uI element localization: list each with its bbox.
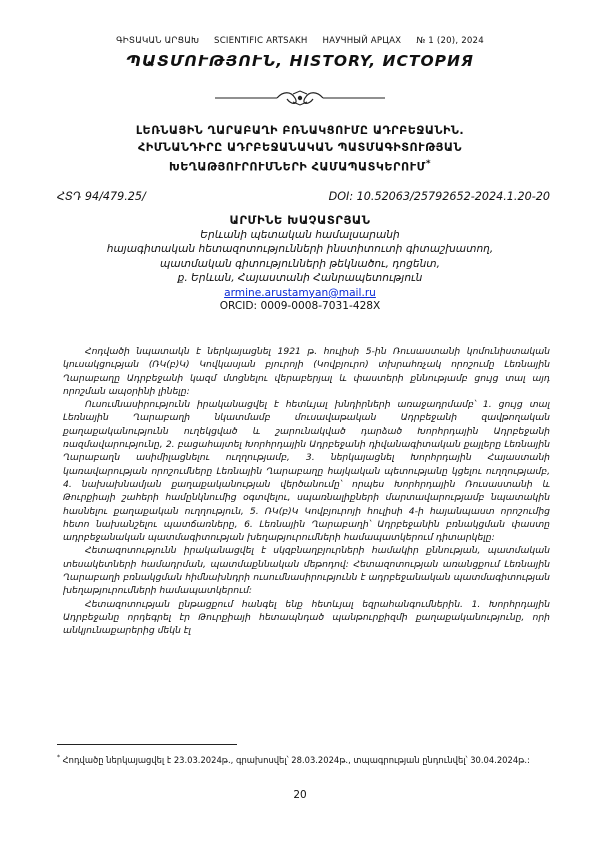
journal-name-russian: НАУЧНЫЙ АРЦАХ (322, 36, 402, 46)
section-heading: ՊԱՏՄՈՒԹՅՈՒՆ, HISTORY, ИСТОРИЯ (126, 52, 474, 70)
footnote-text: Հոդվածը ներկայացվել է 23.03.2024թ., գրախոսվել՝ 28.03.2024թ., տպագրության ընդունվել՝ 30.04.2024թ.: (62, 754, 530, 765)
footnote-separator (57, 744, 237, 745)
abstract (63, 345, 550, 638)
abstract-paragraph-tasks: Ուսումնասիրությունն իրականացվել է հետևյալ խնդիրների առաջադրմամբ՝ 1. ցույց տալ Լեռնային Ղարաբաղի նկատմամբ մուսավաթական Ադրբեջանի զավթողական քաղաքականությունն ուղեկցված և շարունակված դարձած Խորհրդային Ադրբեջանի ռազմավարությունը, 2. բացահայտել Խորհրդային Ադրբեջանի դիվանագիտական քայլերը Լեռնային Ղարաբաղն ասիմիլացնելու ուղղությամբ, 3. ներկայացնել Խորհրդային Հայաստանի կառավարության որոշումները Լեռնային Ղարաբաղը հայկական պետությանը կցելու ուղղությամբ, 4. նախախնամյան քաղաքականության վերծանումը՝ որպես Խորհրդային Ռուսաստանի և Թուրքիայի շահերի համընկնումից օգտվելու, սպառնալիքների մարտավարությամբ նպատակին հասնելու քաղաքական ուղղություն, 5. ՌԿ(բ)Կ Կովբյուրոյի հուլիսի 4-ի հայանպաստ որոշումից հետո նախանշելու պատճառները, 6. Լեռնային Ղարաբաղի՝ Ադրբեջանին բռնակցման փաստը ադրբեջանական պատմագիտության խեղաթյուրումների համապատկերում դիտարկելը: (63, 399, 550, 544)
author-orcid: ORCID: 0009-0008-7031-428X (219, 300, 381, 313)
doi-identifier: DOI: 10.52063/25792652-2024.1.20-20 (328, 190, 550, 203)
abstract-paragraph-conclusions: Հետազոտության ընթացքում հանգել ենք հետևյալ եզրահանգումներին. 1. Խորհրդային Ադրբեջանը որդեգրել էր Թուրքիայի հետապնդած պանթուրքիզմի քաղաքականությունը, որի անկյունաքարերից մեկն էլ (63, 598, 550, 637)
title-line-1: ԼԵՌՆԱՅԻՆ ՂԱՐԱԲԱՂԻ ԲՌՆԱԿՑՈՒՄԸ ԱԴՐԲԵՋԱՆԻՆ. (135, 124, 465, 137)
footnote-mark: * (57, 754, 60, 761)
running-header (0, 36, 600, 46)
author-block (0, 213, 600, 313)
decorative-divider-ornament (215, 90, 385, 106)
udc-code: ՀՏԴ 94/479.25/ (57, 190, 146, 203)
journal-name-armenian: ԳԻՏԱԿԱՆ ԱՐՑԱԽ (116, 36, 200, 46)
page-number: 20 (293, 789, 307, 801)
author-affiliation-line-3: պատմական գիտությունների թեկնածու, դոցենտ, (160, 257, 440, 270)
author-affiliation-line-2: հայագիտական հետազոտությունների ինստիտուտի գիտաշխատող, (106, 243, 494, 256)
author-affiliation-line-1: Երևանի պետական համալսարանի (200, 229, 400, 241)
title-footnote-mark: * (425, 159, 432, 169)
author-name: ԱՐՄԻՆԵ ԽԱՉԱՏՐՅԱՆ (229, 213, 371, 227)
title-line-2: ՀԻՄՆԱՆԴԻՐԸ ԱԴՐԲԵՋԱՆԱԿԱՆ ՊԱՏՄԱԳԻՏՈՒԹՅԱՆ (137, 141, 462, 154)
footnote (57, 752, 550, 766)
title-line-3 (40, 156, 560, 176)
author-affiliation-line-4: ք. Երևան, Հայաստանի Հանրապետություն (177, 272, 423, 285)
author-email-link[interactable]: armine.arustamyan@mail.ru (224, 286, 376, 299)
title-line-3-text: ԽԵՂԱԹՅՈՒՐՈՒՄՆԵՐԻ ՀԱՄԱՊԱՏԿԵՐՈՒՄ (168, 160, 426, 174)
journal-name-english: SCIENTIFIC ARTSAKH (214, 36, 308, 46)
article-title (40, 122, 560, 176)
abstract-paragraph-aim: Հոդվածի նպատակն է ներկայացնել 1921 թ. հուլիսի 5-ին Ռուսաստանի կոմունիստական կուսակցության (ՌԿ(բ)Կ) Կովկասյան բյուրոյի (Կովբյուրո) տխրահռչակ որոշումը Լեռնային Ղարաբաղը Ադրբեջանի կազմ մտցնելու վերաբերյալ և փաստերի քննությամբ ցույց տալ այդ որոշման ապօրինի լինելը: (63, 346, 550, 397)
issue-number: № 1 (20), 2024 (416, 36, 484, 46)
abstract-paragraph-methods: Հետազոտությունն իրականացվել է սկզբնաղբյուրների համակիր քննության, պատմական տեսակետների համադրման, պատմաքննական մեթոդով: Հետազոտության առանցքում Լեռնային Ղարաբաղի բռնակցման հիմնախնդրի ուսումնասիրությունն է ադրբեջանական պատմագիտության խեղաթյուրումների համապատկերում: (63, 545, 550, 597)
